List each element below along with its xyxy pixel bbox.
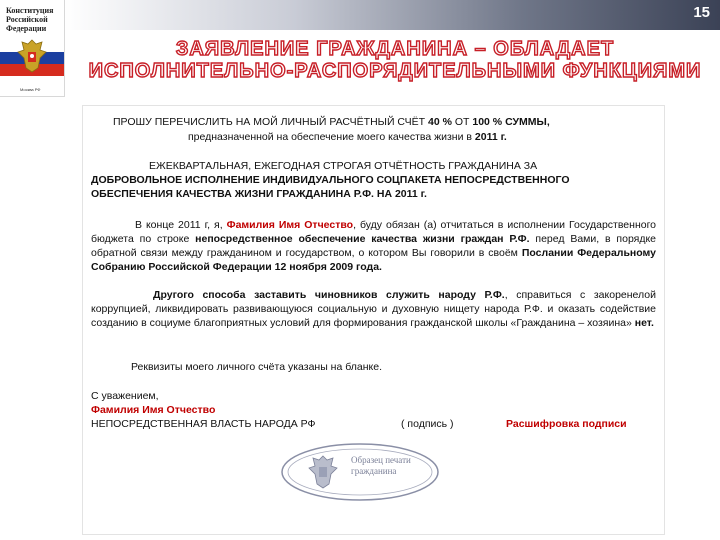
body2-text-1: , справиться с закоренелой коррупцией, ликвидировать развивающуюся социальную и духовную нищету народа Р.Ф. и оказать содействие созданию в социуме благоприятных условий для формирования гражданской школы «Гражданина – хозяина» xyxy=(91,289,656,329)
body1-name: Фамилия Имя Отчество xyxy=(226,219,354,231)
request-percent: 40 % xyxy=(428,116,452,128)
signature-hint: ( подпись ) xyxy=(401,418,454,430)
stamp-icon xyxy=(279,441,441,503)
stamp-sample xyxy=(279,441,441,503)
booklet-footer: Москва РФ xyxy=(20,87,41,92)
report-line-2: ДОБРОВОЛЬНОЕ ИСПОЛНЕНИЕ ИНДИВИДУАЛЬНОГО СОЦПАКЕТА НЕПОСРЕДСТВЕННОГО xyxy=(91,174,570,186)
body1-bold-1: непосредственное обеспечение качества жизни граждан Р.Ф. xyxy=(195,233,530,245)
report-prefix: ОБЕСПЕЧЕНИЯ КАЧЕСТВА ЖИЗНИ ГРАЖДАНИНА Р.Ф. НА xyxy=(91,188,393,200)
authority-text: НЕПОСРЕДСТВЕННАЯ ВЛАСТЬ НАРОДА РФ xyxy=(91,418,316,430)
body-paragraph-1 xyxy=(91,218,656,274)
signature-decode: Расшифровка подписи xyxy=(506,418,627,430)
request-line-2 xyxy=(188,130,648,144)
request-mid: ОТ xyxy=(454,116,470,128)
page-title xyxy=(70,38,720,82)
double-headed-eagle-icon xyxy=(16,36,48,76)
requisites-note: Реквизиты моего личного счёта указаны на бланке. xyxy=(131,361,383,373)
request-year: 2011 г. xyxy=(474,131,507,143)
title-line-1: ЗАЯВЛЕНИЕ ГРАЖДАНИНА – ОБЛАДАЕТ xyxy=(175,38,615,60)
body2-bold-1: Другого способа заставить чиновников служить народу Р.Ф. xyxy=(153,289,505,301)
signer-name: Фамилия Имя Отчество xyxy=(91,404,216,416)
request-prefix: ПРОШУ ПЕРЕЧИСЛИТЬ НА МОЙ ЛИЧНЫЙ РАСЧЁТНЫЙ СЧЁТ xyxy=(113,116,426,128)
title-line-2: ИСПОЛНИТЕЛЬНО-РАСПОРЯДИТЕЛЬНЫМИ ФУНКЦИЯМИ xyxy=(88,60,702,82)
report-year: 2011 г. xyxy=(394,188,427,200)
report-line-3 xyxy=(91,187,661,201)
body1-text-2: , буду обязан (а) отчитаться в исполнении Государственного бюджета по строке xyxy=(91,219,657,245)
regards-text: С уважением, xyxy=(91,390,159,402)
body1-text-1: В конце 2011 г, я, xyxy=(135,219,223,231)
body-paragraph-2 xyxy=(91,288,656,330)
application-document xyxy=(82,105,665,535)
booklet-title: Конституция Российской Федерации xyxy=(6,6,54,33)
constitution-booklet xyxy=(0,0,65,97)
request-purpose: предназначенной на обеспечение моего качества жизни в xyxy=(188,131,472,143)
request-line-1 xyxy=(113,115,653,129)
body2-bold-2: нет. xyxy=(634,317,654,329)
top-gradient-bar xyxy=(64,0,720,30)
request-sum: 100 % СУММЫ, xyxy=(472,116,550,128)
body1-bold-2: Послании Федеральному Собранию Российской Федерации 12 ноября 2009 года. xyxy=(91,247,656,273)
body1-text-3: перед Вами, в порядке обратной связи между гражданином и государством, о котором Вы говорили в своём xyxy=(91,233,657,259)
stamp-text: Образец печати гражданина xyxy=(351,455,411,476)
slide-number: 15 xyxy=(693,4,710,21)
report-line-1: ЕЖЕКВАРТАЛЬНАЯ, ЕЖЕГОДНАЯ СТРОГАЯ ОТЧЁТНОСТЬ ГРАЖДАНИНА ЗА xyxy=(149,160,538,172)
